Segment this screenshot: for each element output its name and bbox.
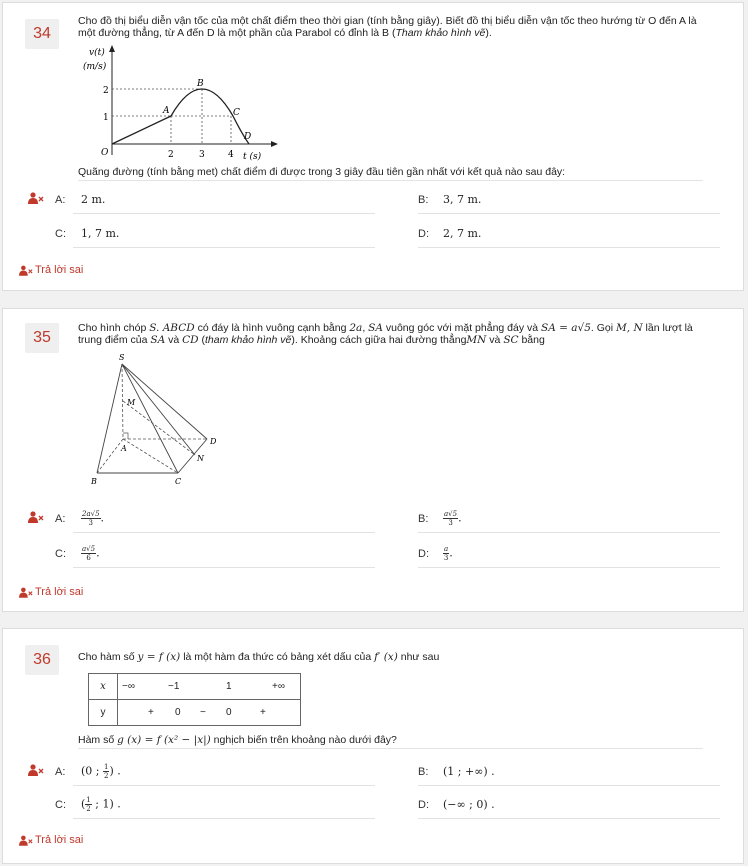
- option-value: (0 ; $\frac{1}{2}$ ) .: [81, 763, 121, 780]
- option-label: A:: [55, 513, 66, 525]
- y-tick-2: 2: [103, 86, 109, 96]
- question-stem: Cho hàm số y = f (x) là một hàm đa thức có bảng xét dấu của f′ (x) như sau: [78, 651, 440, 663]
- pyramid-figure: [85, 351, 235, 491]
- table-row: x −∞ −1 1 +∞: [89, 674, 301, 700]
- option-d[interactable]: [348, 224, 720, 248]
- divider: [78, 748, 703, 749]
- y-tick-1: 1: [103, 113, 109, 123]
- question-stem: Cho đồ thị biểu diễn vận tốc của một chất điểm theo thời gian (tính bằng giây). Biết đồ thị biểu diễn vận tốc theo hướng từ O đến A là một đường thẳng, từ A đến D là một phần của Parabol có đỉnh là B (Tham khảo hình vẽ).: [78, 15, 697, 39]
- table-row: y + 0 − 0 +: [89, 700, 301, 726]
- question-card-35: [2, 308, 744, 612]
- option-a[interactable]: [3, 762, 375, 786]
- x-axis-label: t (s): [243, 152, 262, 162]
- point-n: N: [197, 454, 204, 463]
- option-c[interactable]: [3, 544, 375, 568]
- user-selected-icon: [28, 764, 44, 776]
- option-value: (−∞ ; 0) .: [443, 798, 495, 811]
- option-label: D:: [418, 548, 429, 560]
- question-number: 34: [25, 19, 59, 49]
- vertex-d: D: [210, 437, 217, 446]
- answer-status: Trả lời sai: [19, 586, 83, 598]
- question-card-36: [2, 628, 744, 864]
- option-label: C:: [55, 228, 66, 240]
- option-c[interactable]: [3, 795, 375, 819]
- option-b[interactable]: [348, 190, 720, 214]
- option-label: A:: [55, 766, 66, 778]
- x-tick-2: 2: [168, 150, 174, 160]
- option-b[interactable]: [348, 762, 720, 786]
- sign-table: [88, 673, 301, 726]
- option-label: D:: [418, 799, 429, 811]
- question-number: 36: [25, 645, 59, 675]
- option-label: B:: [418, 513, 429, 525]
- question-number: 35: [25, 323, 59, 353]
- x-tick-4: 4: [228, 150, 234, 160]
- vertex-a: A: [121, 444, 127, 453]
- point-c: C: [233, 108, 240, 118]
- option-value: (1 ; +∞) .: [443, 765, 495, 778]
- x-tick-3: 3: [199, 150, 205, 160]
- option-d[interactable]: [348, 544, 720, 568]
- point-a: A: [163, 106, 170, 116]
- option-a[interactable]: [3, 509, 375, 533]
- question-text: Quãng đường (tính bằng met) chất điểm đi được trong 3 giây đầu tiên gần nhất với kết quả nào sau đây:: [78, 166, 566, 178]
- option-label: D:: [418, 228, 429, 240]
- option-value: $\frac{a√5}{3}$ .: [444, 510, 462, 527]
- option-value: $\frac{2a√5}{3}$ .: [82, 510, 105, 527]
- user-wrong-icon: [19, 265, 33, 276]
- option-label: C:: [55, 548, 66, 560]
- option-value: ( $\frac{1}{2}$ ; 1) .: [81, 796, 121, 813]
- option-value: $\frac{a}{3}$ .: [443, 545, 453, 562]
- user-wrong-icon: [19, 587, 33, 598]
- point-b: B: [197, 79, 204, 89]
- point-m: M: [127, 398, 136, 407]
- question-text: Hàm số g (x) = f (x² − |x|) nghịch biến trên khoảng nào dưới đây?: [78, 734, 397, 746]
- question-stem: Cho hình chóp S. ABCD có đáy là hình vuông cạnh bằng 2a, SA vuông góc với mặt phẳng đáy và SA = a√5. Gọi M, N lần lượt là trung điểm của SA và CD (tham khảo hình vẽ). Khoảng cách giữa hai đường thẳngMN và SC bằng: [78, 322, 693, 346]
- user-wrong-icon: [19, 835, 33, 846]
- divider: [78, 180, 703, 181]
- option-c[interactable]: [3, 224, 375, 248]
- option-b[interactable]: [348, 509, 720, 533]
- option-value: 2, 7 m.: [443, 227, 482, 240]
- vertex-c: C: [175, 477, 182, 486]
- y-axis-label: v(t): [89, 48, 105, 58]
- vertex-s: S: [119, 353, 125, 362]
- option-d[interactable]: [348, 795, 720, 819]
- option-value: 3, 7 m.: [443, 193, 482, 206]
- point-d: D: [244, 132, 252, 142]
- answer-status: Trả lời sai: [19, 264, 83, 276]
- option-label: B:: [418, 766, 429, 778]
- vertex-b: B: [91, 477, 97, 486]
- option-value: 2 m.: [81, 193, 106, 206]
- velocity-graph: [79, 43, 289, 165]
- user-selected-icon: [28, 511, 44, 523]
- y-axis-unit: (m/s): [83, 62, 107, 72]
- option-a[interactable]: [3, 190, 375, 214]
- option-label: B:: [418, 194, 429, 206]
- origin-label: O: [101, 148, 109, 158]
- option-label: C:: [55, 799, 66, 811]
- option-label: A:: [55, 194, 66, 206]
- option-value: $\frac{a√5}{6}$ .: [82, 545, 100, 562]
- answer-status: Trả lời sai: [19, 834, 83, 846]
- option-value: 1, 7 m.: [81, 227, 120, 240]
- user-selected-icon: [28, 192, 44, 204]
- question-card-34: [2, 2, 744, 291]
